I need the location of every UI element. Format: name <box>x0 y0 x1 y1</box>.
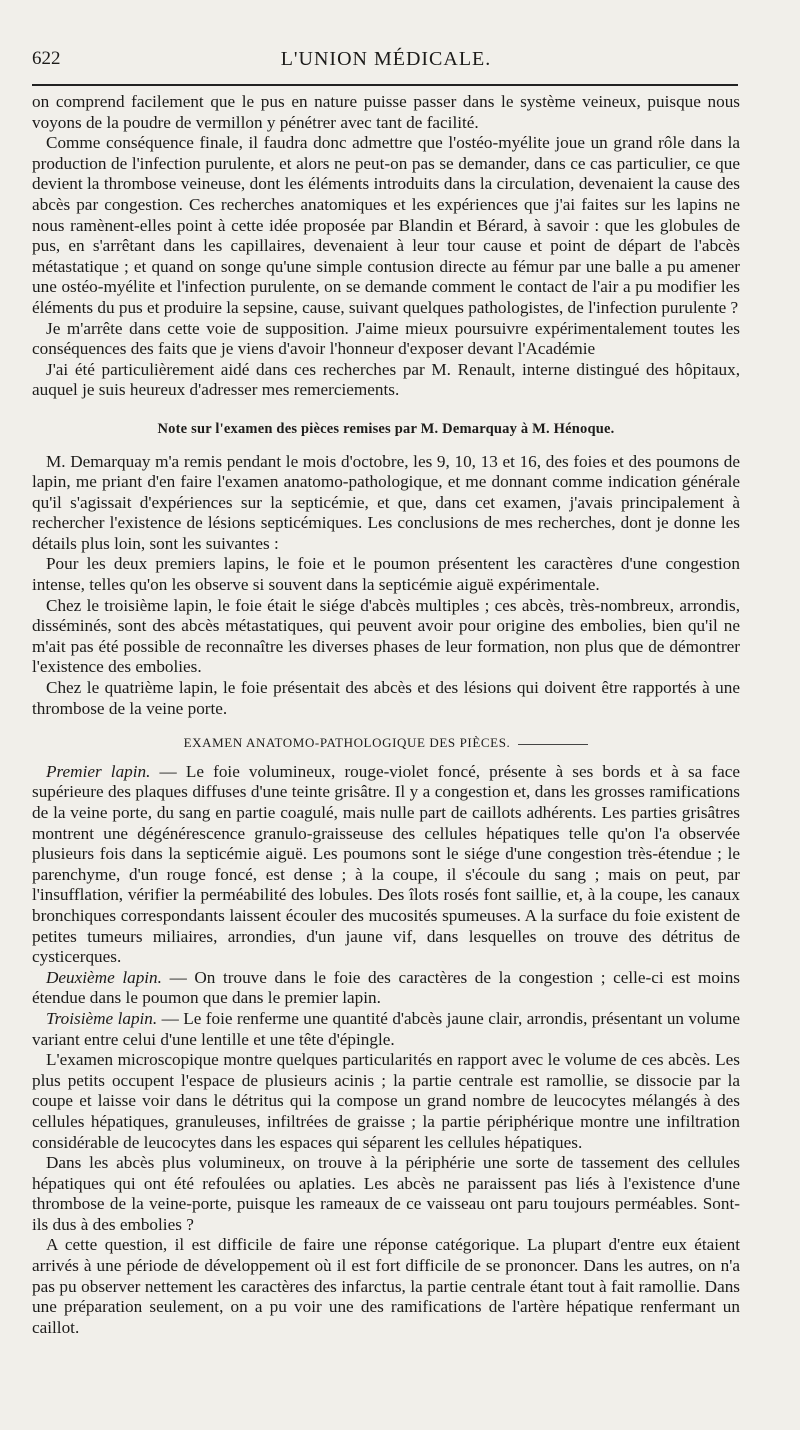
paragraph <box>32 1050 740 1153</box>
paragraph: Pour les deux premiers lapins, le foie et le poumon présentent les caractères d'une congestion intense, telles qu'on les observe si souvent dans la septicémie aiguë expérimentale. <box>32 554 740 595</box>
header-rule <box>32 84 738 86</box>
paragraph: Comme conséquence finale, il faudra donc admettre que l'ostéo-myélite joue un grand rôle dans la production de l'infection purulente, et alors ne peut-on pas se demander, dans ce cas particulier, ce que devient la thrombose veineuse, dont les éléments introduits dans la circulation, devenaient la cause des abcès par congestion. Ces recherches anatomiques et les expériences que j'ai faites sur les lapins ne nous ramènent-elles point à cette idée proposée par Blandin et Bérard, à savoir : que les globules de pus, en s'arrêtant dans les capillaires, devenaient à leur tour cause et point de départ de l'abcès métastatique ; et quand on songe qu'une simple contusion directe au fémur par une balle a pu amener une ostéo-myélite et l'infection purulente, on se demande comment le contact de l'air a pu modifier les éléments du pus et produire la sepsine, cause, suivant quelques pathologistes, de l'infection purulente ? <box>32 133 740 317</box>
case-paragraph <box>32 1009 740 1050</box>
section-heading-text: EXAMEN ANATOMO-PATHOLOGIQUE DES PIÈCES. <box>183 735 511 751</box>
paragraph-text: L'examen microscopique montre quelques particularités en rapport avec le volume de ces abcès. Les plus petits occupent l'espace de plusieurs acinis ; la partie centrale est ramollie, se dissocie par la coupe et laisse voir dans le détritus qui la compose un grand nombre de leucocytes mélangés à des cellules hépatiques, granuleuses, infiltrées de graisse ; la partie périphérique montre une infiltration considérable de leucocytes dans les espaces qui séparent les cellules hépatiques. <box>32 1050 740 1152</box>
heading-rule <box>518 744 588 745</box>
section-heading <box>32 733 740 754</box>
paragraph <box>32 1235 740 1338</box>
case-text: — Le foie volumineux, rouge-violet foncé, présente à ses bords et à sa face supérieure des plaques diffuses d'une teinte grisâtre. Il y a congestion et, dans les grosses ramifications de la veine porte, du sang en partie coagulé, mais nulle part de caillots adhérents. Les parties grisâtres montrent une dégénérescence granulo-graisseuse des cellules hépatiques telle qu'on l'a observée plusieurs fois dans la septicémie aiguë. Les poumons sont le siége d'une congestion très-étendue ; le parenchyme, d'un rouge foncé, est dense ; à la coupe, il s'écoule du sang ; mais on peut, par l'insufflation, vérifier la perméabilité des lobules. Des îlots rosés font saillie, et, à la coupe, les canaux bronchiques correspondants laissent écouler des mucosités spumeuses. A la surface du foie existent de petites tumeurs miliaires, arrondies, d'un jaune vif, dans lesquelles on trouve des détritus de cysticerques. <box>32 761 740 967</box>
running-title: L'UNION MÉDICALE. <box>280 48 492 70</box>
case-lead: Troisième lapin. <box>46 1008 158 1028</box>
case-paragraph <box>32 968 740 1009</box>
case-text: — Le foie renferme une quantité d'abcès jaune clair, arrondis, présentant un volume variant entre celui d'une lentille et une tête d'épingle. <box>32 1008 740 1049</box>
paragraph: Chez le troisième lapin, le foie était le siége d'abcès multiples ; ces abcès, très-nombreux, arrondis, disséminés, sont des abcès métastatiques, qui peuvent avoir pour origine des embolies, bien qu'il ne m'ait pas été possible de reconnaître les diverses phases de leur formation, non plus que de démontrer l'existence des embolies. <box>32 595 740 677</box>
paragraph <box>32 1153 740 1235</box>
paragraph: J'ai été particulièrement aidé dans ces recherches par M. Renault, interne distingué des hôpitaux, auquel je suis heureux d'adresser mes remerciements. <box>32 359 740 400</box>
case-paragraph <box>32 762 740 968</box>
paragraph: Je m'arrête dans cette voie de supposition. J'aime mieux poursuivre expérimentalement toutes les conséquences des faits que je viens d'avoir l'honneur d'exposer devant l'Académie <box>32 318 740 359</box>
case-text: — On trouve dans le foie des caractères de la congestion ; celle-ci est moins étendue dans le poumon que dans le premier lapin. <box>32 967 740 1008</box>
article-body <box>32 92 740 1338</box>
note-heading: Note sur l'examen des pièces remises par M. Demarquay à M. Hénoque. <box>157 420 615 437</box>
paragraph: on comprend facilement que le pus en nature puisse passer dans le système veineux, puisque nous voyons de la poudre de vermillon y pénétrer avec tant de facilité. <box>32 92 740 132</box>
paragraph: Chez le quatrième lapin, le foie présentait des abcès et des lésions qui doivent être rapportés à une thrombose de la veine porte. <box>32 678 740 718</box>
paragraph-text: A cette question, il est difficile de faire une réponse catégorique. La plupart d'entre eux étaient arrivés à une période de développement où il est fort difficile de se prononcer. Dans les autres, on n'a pas pu observer nettement les caractères des infarctus, la partie centrale étant tout à fait ramollie. Dans une préparation seulement, on a pu voir une des ramifications de l'artère hépatique renfermant un caillot. <box>32 1235 740 1337</box>
case-lead: Deuxième lapin. <box>46 967 162 987</box>
paragraph-text: Dans les abcès plus volumineux, on trouve à la périphérie une sorte de tassement des cellules hépatiques qui ont été refoulées ou aplaties. Les abcès ne paraissent pas liés à l'existence d'une thrombose de la veine-porte, puisque les rameaux de ce vaisseau ont paru toujours perméables. Sont-ils dus à des embolies ? <box>32 1153 740 1234</box>
page-number: 622 <box>32 48 61 69</box>
paragraph: M. Demarquay m'a remis pendant le mois d'octobre, les 9, 10, 13 et 16, des foies et des poumons de lapin, me priant d'en faire l'examen anatomo-pathologique, et me donnant comme indication générale qu'il s'agissait d'expériences sur la septicémie, et que, dans cet examen, j'avais principalement à rechercher l'existence de lésions septicémiques. Les conclusions de mes recherches, dont je donne les détails plus loin, sont les suivantes : <box>32 451 740 553</box>
case-lead: Premier lapin. <box>46 761 151 781</box>
page-header <box>32 48 740 74</box>
